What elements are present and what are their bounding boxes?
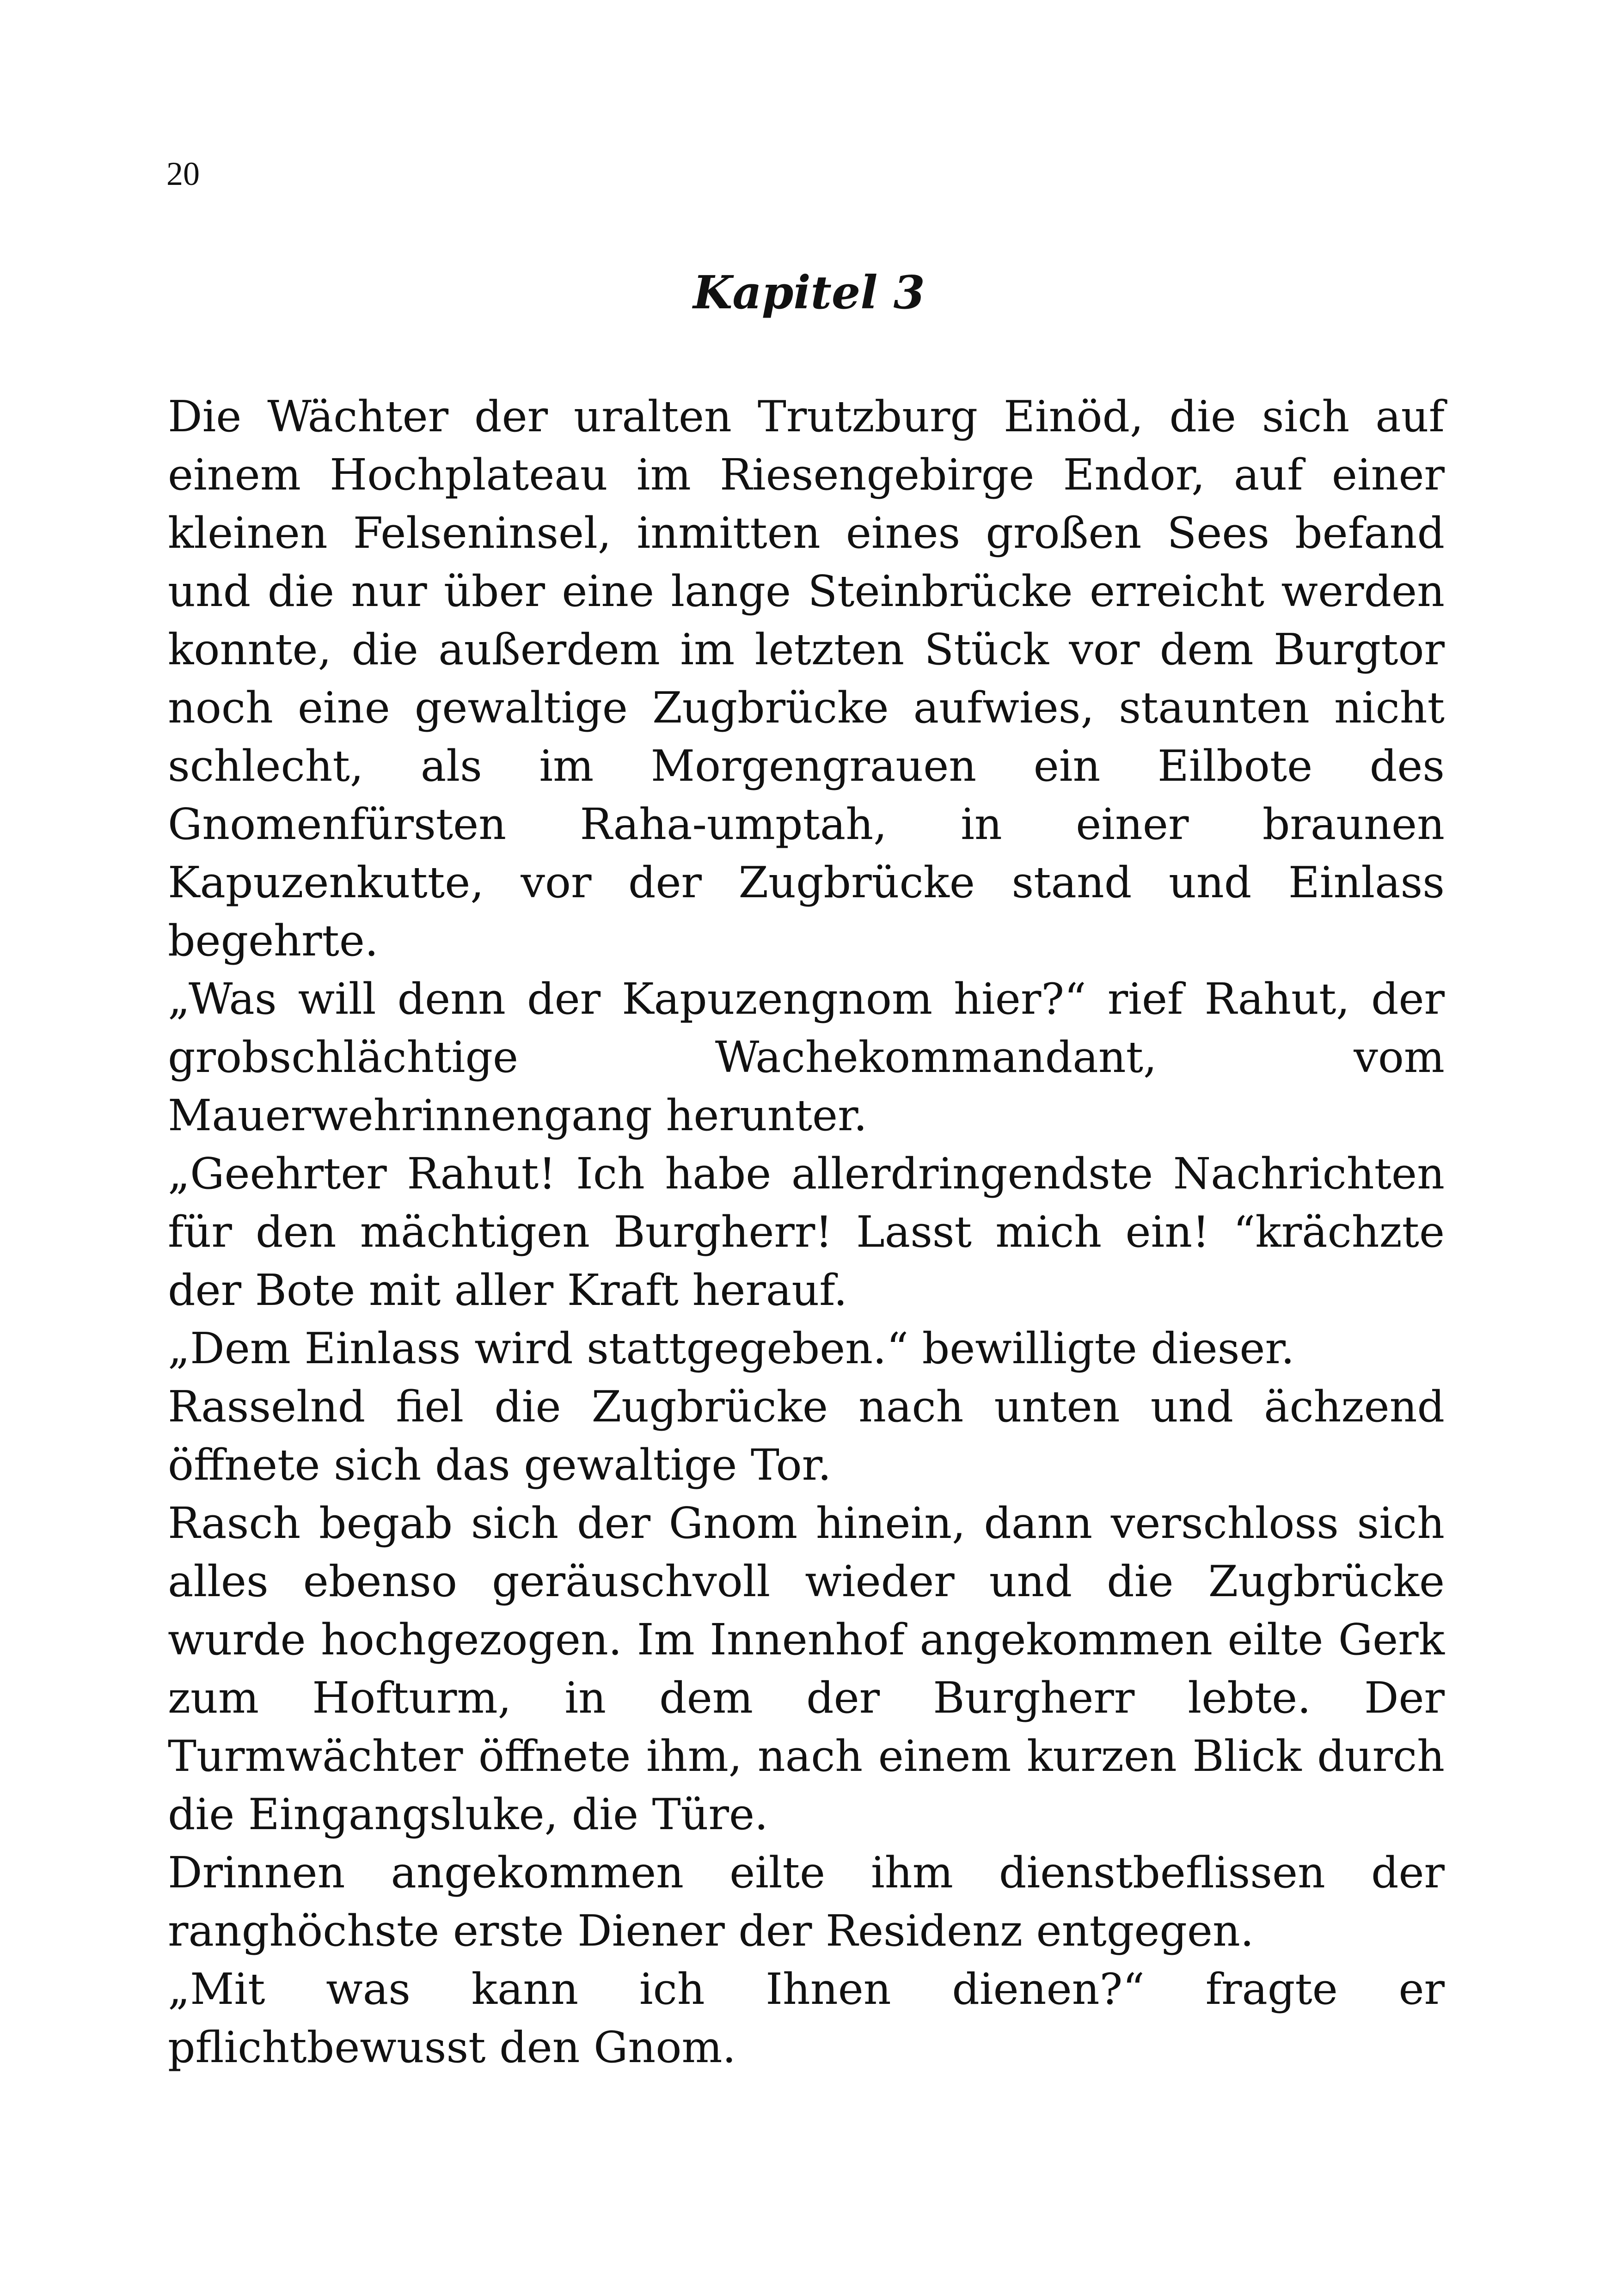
paragraph-messenger-plea: „Geehrter Rahut! Ich habe allerdringendste Nachrichten für den mächtigen Burgherr! Lasst mich ein! “krächzte der Bote mit aller Kraft herauf. xyxy=(168,1149,1445,1315)
paragraph-intro: Die Wächter der uralten Trutzburg Einöd, die sich auf einem Hochplateau im Riesengebirge Endor, auf einer kleinen Felseninsel, inmitten eines großen Sees befand und die nur über eine lange Steinbrücke erreicht werden konnte, die außerdem im letzten Stück vor dem Burgtor noch eine gewaltige Zugbrücke aufwies, staunten nicht schlecht, als im Morgengrauen ein Eilbote des Gnomenfürsten Raha-umptah, in einer braunen Kapuzenkutte, vor der Zugbrücke stand und Einlass begehrte. xyxy=(168,392,1445,966)
paragraph-admission: „Dem Einlass wird stattgegeben.“ bewilligte dieser. xyxy=(168,1323,1295,1373)
paragraph-rahut-question: „Was will denn der Kapuzengnom hier?“ rief Rahut, der grobschlächtige Wachekommandant, vom Mauerwehrinnengang herunter. xyxy=(168,974,1445,1140)
page-number: 20 xyxy=(166,155,200,192)
paragraph-gnom-enters: Rasch begab sich der Gnom hinein, dann verschloss sich alles ebenso geräuschvoll wieder und die Zugbrücke wurde hochgezogen. Im Innenhof angekommen eilte Gerk zum Hofturm, in dem der Burgherr lebte. Der Turmwächter öffnete ihm, nach einem kurzen Blick durch die Eingangsluke, die Türe. xyxy=(168,1498,1445,1839)
body-text xyxy=(168,387,1445,2076)
paragraph-servant-question: „Mit was kann ich Ihnen dienen?“ fragte er pflichtbewusst den Gnom. xyxy=(168,1964,1445,2072)
chapter-title: Kapitel 3 xyxy=(693,266,925,319)
paragraph-drawbridge: Rasselnd fiel die Zugbrücke nach unten und ächzend öffnete sich das gewaltige Tor. xyxy=(168,1382,1445,1490)
paragraph-servant: Drinnen angekommen eilte ihm dienstbeflissen der ranghöchste erste Diener der Residenz entgegen. xyxy=(168,1848,1445,1956)
